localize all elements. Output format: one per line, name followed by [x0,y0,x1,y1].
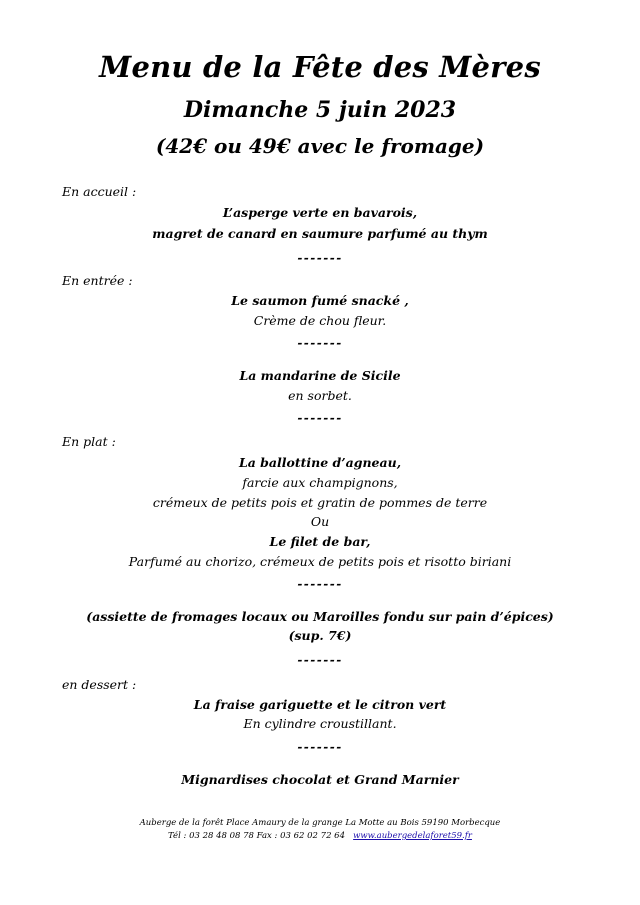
plat-dish-1-title: La ballottine d’agneau, [238,455,402,470]
dessert-dish-title: La fraise gariguette et le citron vert [193,697,447,712]
separator: ------- [297,653,343,667]
entree-dish-1-title: Le saumon fumé snacké , [231,293,409,308]
plat-dish-1-desc-2: crémeux de petits pois et gratin de pommes de terre [152,495,488,510]
footer-contact [0,831,640,841]
accueil-line-2: magret de canard en saumure parfumé au thym [152,226,488,241]
menu-title: Menu de la Fête des Mères [99,50,541,84]
plat-or: Ou [310,514,330,529]
mignardises: Mignardises chocolat et Grand Marnier [181,772,459,787]
section-label-accueil: En accueil : [62,184,137,199]
menu-date: Dimanche 5 juin 2023 [183,97,457,123]
accueil-line-1: L’asperge verte en bavarois, [222,205,418,220]
entree-dish-1-desc: Crème de chou fleur. [253,313,387,328]
footer-address: Auberge de la forêt Place Amaury de la grange La Motte au Bois 59190 Morbecque [139,818,501,828]
entree-dish-2-desc: en sorbet. [288,388,352,403]
section-label-plat: En plat : [62,434,116,449]
fromage-line-1: (assiette de fromages locaux ou Maroilles fondu sur pain d’épices) [86,609,554,624]
separator: ------- [297,577,343,591]
menu-price: (42€ ou 49€ avec le fromage) [155,134,485,158]
section-label-entree: En entrée : [62,273,133,288]
plat-dish-1-desc-1: farcie aux champignons, [242,475,398,490]
plat-dish-2-desc: Parfumé au chorizo, crémeux de petits pois et risotto biriani [128,554,512,569]
separator: ------- [297,251,343,265]
separator: ------- [297,740,343,754]
entree-dish-2-title: La mandarine de Sicile [239,368,401,383]
separator: ------- [297,411,343,425]
footer-website-link[interactable]: www.aubergedelaforet59.fr [353,831,472,841]
footer-phone: Tél : 03 28 48 08 78 Fax : 03 62 02 72 64 [168,831,345,841]
plat-dish-2-title: Le filet de bar, [269,534,371,549]
separator: ------- [297,336,343,350]
section-label-dessert: en dessert : [62,677,137,692]
fromage-line-2: (sup. 7€) [288,628,352,643]
dessert-dish-desc: En cylindre croustillant. [243,716,397,731]
